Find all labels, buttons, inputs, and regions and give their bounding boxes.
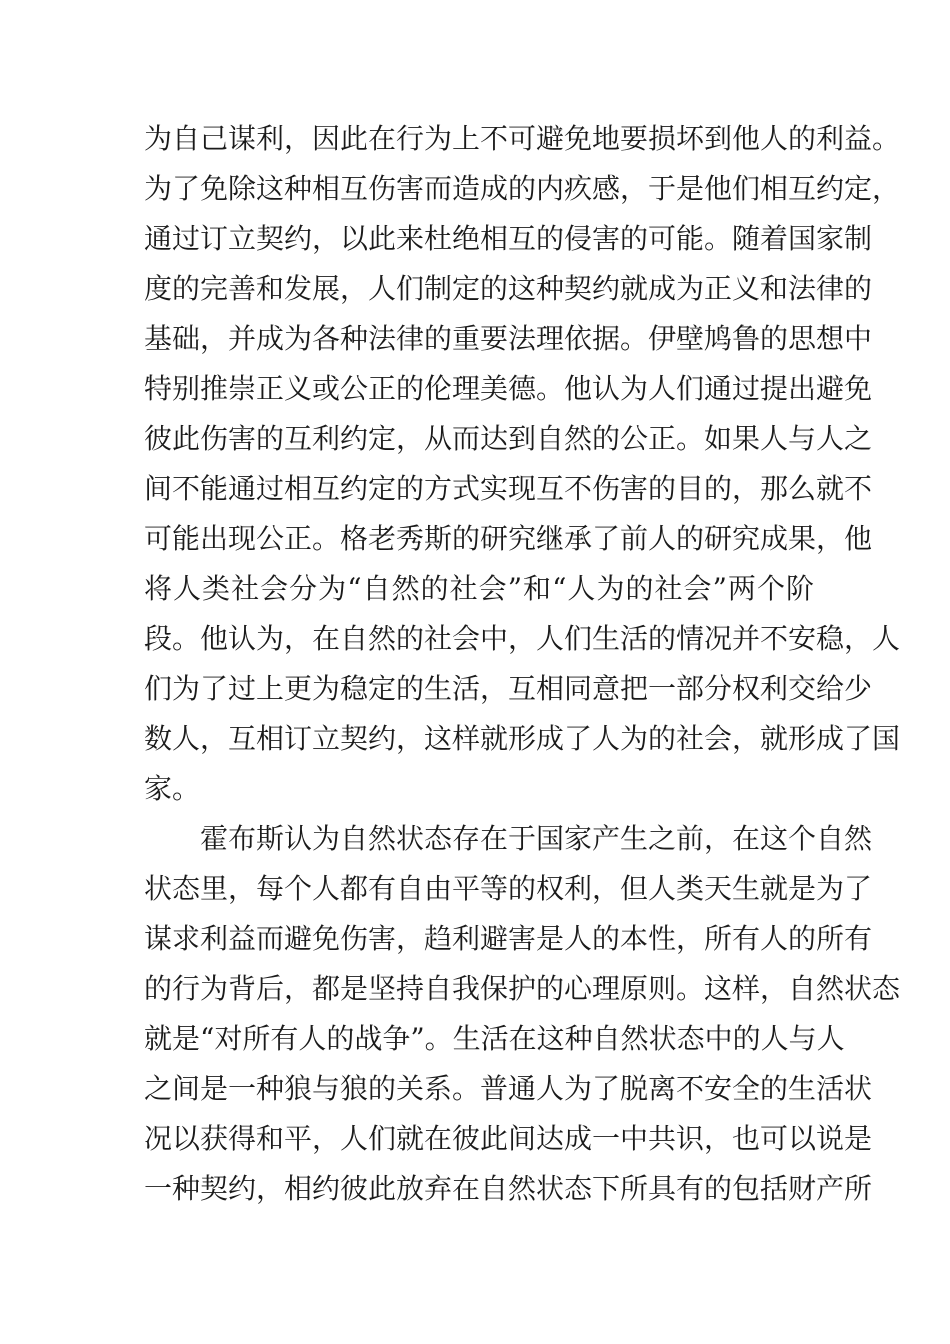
text-line: 特别推崇正义或公正的伦理美德。他认为人们通过提出避免 [144, 372, 873, 405]
text-line: 为了免除这种相互伤害而造成的内疚感，于是他们相互约定， [144, 172, 901, 205]
text-line: 霍布斯认为自然状态存在于国家产生之前，在这个自然 [200, 822, 873, 855]
text-line: 况以获得和平，人们就在彼此间达成一中共识，也可以说是 [144, 1122, 873, 1155]
text-line: 可能出现公正。格老秀斯的研究继承了前人的研究成果，他 [144, 522, 873, 555]
text-line: 一种契约，相约彼此放弃在自然状态下所具有的包括财产所 [144, 1172, 873, 1205]
text-line: 彼此伤害的互利约定，从而达到自然的公正。如果人与人之 [144, 422, 873, 455]
paragraph-2 [144, 814, 901, 1214]
text-line: 段。他认为，在自然的社会中，人们生活的情况并不安稳，人 [144, 622, 901, 655]
text-line: 间不能通过相互约定的方式实现互不伤害的目的，那么就不 [144, 472, 873, 505]
text-line: 们为了过上更为稳定的生活，互相同意把一部分权利交给少 [144, 672, 873, 705]
text-line: 之间是一种狼与狼的关系。普通人为了脱离不安全的生活状 [144, 1072, 873, 1105]
text-line: 数人，互相订立契约，这样就形成了人为的社会，就形成了国 [144, 722, 901, 755]
text-line: 状态里，每个人都有自由平等的权利，但人类天生就是为了 [144, 872, 873, 905]
paragraph-1 [144, 114, 901, 814]
text-line: 家。 [144, 772, 201, 805]
text-line: 为自己谋利，因此在行为上不可避免地要损坏到他人的利益。 [144, 122, 901, 155]
body-text [144, 114, 901, 1214]
text-line: 基础，并成为各种法律的重要法理依据。伊壁鸠鲁的思想中 [144, 322, 873, 355]
text-line: 谋求利益而避免伤害，趋利避害是人的本性，所有人的所有 [144, 922, 873, 955]
text-line: 就是“对所有人的战争”。生活在这种自然状态中的人与人 [144, 1022, 845, 1055]
text-line: 的行为背后，都是坚持自我保护的心理原则。这样，自然状态 [144, 972, 901, 1005]
text-line: 通过订立契约，以此来杜绝相互的侵害的可能。随着国家制 [144, 222, 873, 255]
text-line: 将人类社会分为“自然的社会”和“人为的社会”两个阶 [144, 572, 814, 605]
text-line: 度的完善和发展，人们制定的这种契约就成为正义和法律的 [144, 272, 873, 305]
